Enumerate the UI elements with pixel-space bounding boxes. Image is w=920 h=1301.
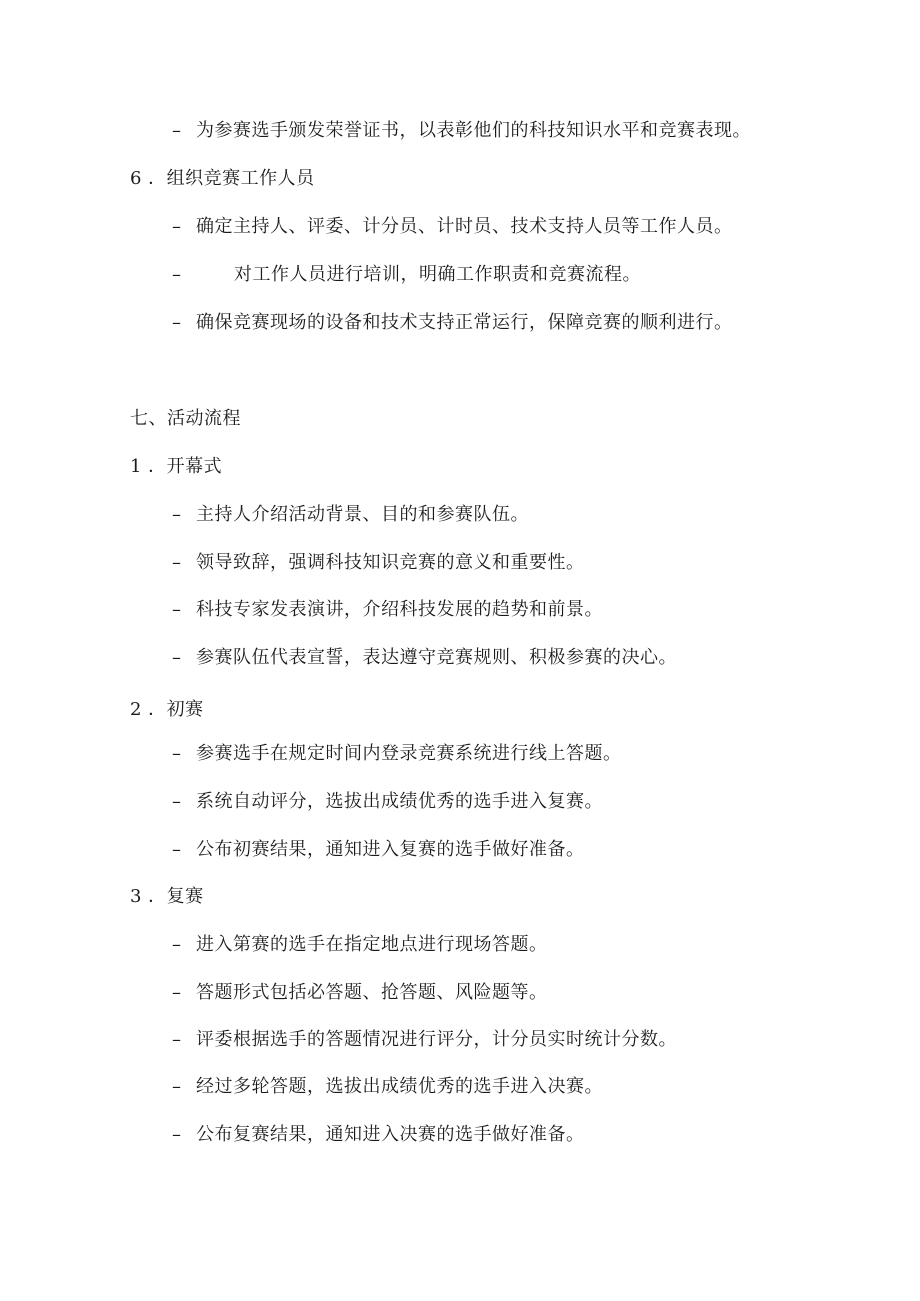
bullet-team-oath bbox=[172, 645, 677, 671]
bullet-dash: – bbox=[172, 1029, 182, 1050]
bullet-dash: – bbox=[172, 1124, 182, 1145]
bullet-text: 公布复赛结果，通知进入决赛的选手做好准备。 bbox=[196, 1124, 585, 1145]
bullet-determine-staff bbox=[172, 214, 733, 240]
bullet-dash: – bbox=[172, 599, 182, 620]
bullet-text: 参赛选手在规定时间内登录竞赛系统进行线上答题。 bbox=[196, 743, 622, 764]
bullet-dash: – bbox=[172, 216, 182, 237]
bullet-dash: – bbox=[172, 647, 182, 668]
bullet-train-staff bbox=[172, 262, 641, 288]
bullet-text: 经过多轮答题，选拔出成绩优秀的选手进入决赛。 bbox=[196, 1076, 603, 1097]
bullet-text: 答题形式包括必答题、抢答题、风险题等。 bbox=[196, 982, 548, 1003]
bullet-text: 确定主持人、评委、计分员、计时员、技术支持人员等工作人员。 bbox=[196, 216, 733, 237]
bullet-expert-lecture bbox=[172, 597, 603, 623]
bullet-dash: – bbox=[172, 264, 182, 285]
bullet-dash: – bbox=[172, 982, 182, 1003]
heading-2-preliminary: 2 ．初赛 bbox=[130, 699, 204, 720]
bullet-online-answering bbox=[172, 741, 622, 767]
bullet-dash: – bbox=[172, 120, 182, 141]
bullet-text: 系统自动评分，选拔出成绩优秀的选手进入复赛。 bbox=[196, 791, 603, 812]
bullet-auto-scoring bbox=[172, 789, 603, 815]
bullet-dash: – bbox=[172, 504, 182, 525]
bullet-multi-round bbox=[172, 1074, 603, 1100]
bullet-judges-scoring bbox=[172, 1027, 677, 1053]
bullet-text: 为参赛选手颁发荣誉证书，以表彰他们的科技知识水平和竞赛表现。 bbox=[196, 120, 751, 141]
bullet-text: 对工作人员进行培训，明确工作职责和竞赛流程。 bbox=[234, 264, 641, 285]
bullet-text: 公布初赛结果，通知进入复赛的选手做好准备。 bbox=[196, 839, 585, 860]
bullet-dash: – bbox=[172, 1076, 182, 1097]
bullet-text: 科技专家发表演讲，介绍科技发展的趋势和前景。 bbox=[196, 599, 603, 620]
bullet-text: 主持人介绍活动背景、目的和参赛队伍。 bbox=[196, 504, 529, 525]
heading-3-semifinal: 3 ．复赛 bbox=[130, 886, 204, 907]
bullet-ensure-equipment bbox=[172, 310, 733, 336]
bullet-text: 参赛队伍代表宣誓，表达遵守竞赛规则、积极参赛的决心。 bbox=[196, 647, 677, 668]
bullet-text: 领导致辞，强调科技知识竞赛的意义和重要性。 bbox=[196, 552, 585, 573]
bullet-dash: – bbox=[172, 552, 182, 573]
bullet-dash: – bbox=[172, 312, 182, 333]
bullet-dash: – bbox=[172, 791, 182, 812]
bullet-preliminary-results bbox=[172, 837, 585, 863]
bullet-semifinal-results bbox=[172, 1122, 585, 1148]
bullet-leader-speech bbox=[172, 550, 585, 576]
bullet-text: 进入第赛的选手在指定地点进行现场答题。 bbox=[196, 934, 548, 955]
bullet-text: 评委根据选手的答题情况进行评分，计分员实时统计分数。 bbox=[196, 1029, 677, 1050]
heading-1-opening: 1 ．开幕式 bbox=[130, 456, 223, 477]
bullet-dash: – bbox=[172, 743, 182, 764]
section-title-activity-process: 七、活动流程 bbox=[130, 408, 241, 429]
bullet-question-formats bbox=[172, 980, 548, 1006]
bullet-certificates bbox=[172, 118, 751, 144]
bullet-onsite-answering bbox=[172, 932, 548, 958]
bullet-dash: – bbox=[172, 934, 182, 955]
bullet-host-intro bbox=[172, 502, 529, 528]
heading-6-organize-staff: 6 ．组织竞赛工作人员 bbox=[130, 168, 315, 189]
bullet-text: 确保竞赛现场的设备和技术支持正常运行，保障竞赛的顺利进行。 bbox=[196, 312, 733, 333]
bullet-dash: – bbox=[172, 839, 182, 860]
